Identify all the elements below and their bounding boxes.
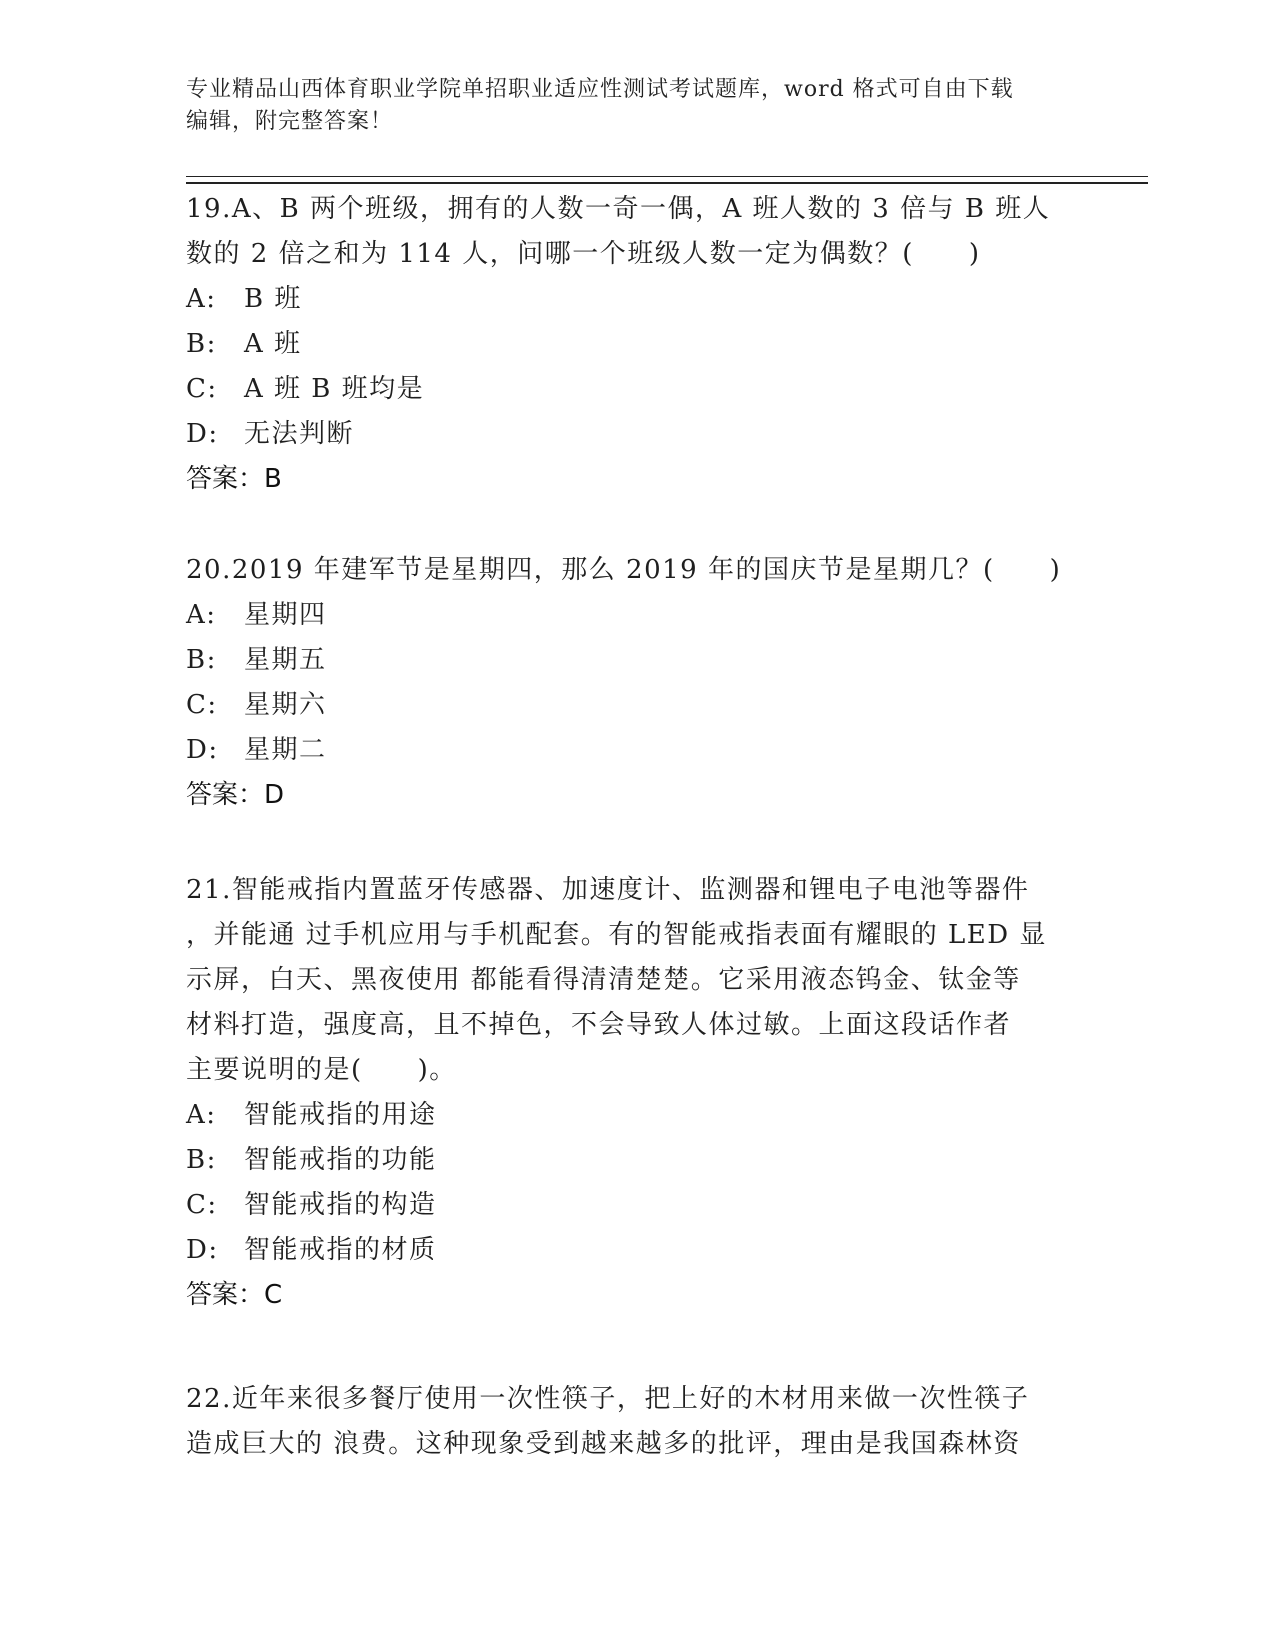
header-line-2: 编辑，附完整答案！ (186, 109, 394, 134)
option-a (186, 1093, 1086, 1138)
question-22 (186, 1377, 1086, 1467)
option-key: C: (186, 1190, 218, 1220)
option-key: A: (186, 600, 217, 630)
option-c (186, 367, 1086, 412)
answer-line: 答案：D (186, 780, 285, 810)
option-b (186, 1138, 1086, 1183)
option-text: 智能戒指的构造 (244, 1190, 437, 1220)
document-header (186, 74, 1086, 138)
option-key: D: (186, 1235, 219, 1265)
answer-line: 答案：B (186, 464, 282, 494)
option-key: B: (186, 645, 217, 675)
header-divider (186, 176, 1148, 184)
question-21 (186, 868, 1086, 1318)
option-key: D: (186, 419, 219, 449)
option-a (186, 593, 1086, 638)
question-19 (186, 187, 1086, 502)
option-text: B 班 (244, 284, 302, 314)
option-d (186, 412, 1086, 457)
question-stem: 19.A、B 两个班级，拥有的人数一奇一偶，A 班人数的 3 倍与 B 班人 数的 2 倍之和为 114 人，问哪一个班级人数一定为偶数？( ) (186, 194, 1051, 269)
option-key: C: (186, 374, 218, 404)
option-b (186, 322, 1086, 367)
option-text: A 班 (244, 329, 302, 359)
option-b (186, 638, 1086, 683)
option-text: 智能戒指的功能 (244, 1145, 437, 1175)
option-d (186, 1228, 1086, 1273)
option-key: A: (186, 1100, 217, 1130)
option-c (186, 683, 1086, 728)
option-text: 无法判断 (244, 419, 355, 449)
header-line-1: 专业精品山西体育职业学院单招职业适应性测试考试题库，word 格式可自由下载 (186, 77, 1014, 102)
option-text: 星期五 (244, 645, 327, 675)
option-key: B: (186, 329, 217, 359)
option-text: 星期四 (244, 600, 327, 630)
option-text: 星期六 (244, 690, 327, 720)
answer-line: 答案：C (186, 1280, 283, 1310)
option-key: A: (186, 284, 217, 314)
question-stem: 21.智能戒指内置蓝牙传感器、加速度计、监测器和锂电子电池等器件 ，并能通 过手机应用与手机配套。有的智能戒指表面有耀眼的 LED 显 示屏，白天、黑夜使用 都能看得清清楚楚。它采用液态钨金、钛金等 材料打造，强度高，且不掉色，不会导致人体过敏。上面这段话作者 主要说明的是( )。 (186, 875, 1047, 1085)
option-text: 智能戒指的用途 (244, 1100, 437, 1130)
option-key: C: (186, 690, 218, 720)
option-text: 星期二 (244, 735, 327, 765)
question-stem: 22.近年来很多餐厅使用一次性筷子，把上好的木材用来做一次性筷子 造成巨大的 浪费。这种现象受到越来越多的批评，理由是我国森林资 (186, 1384, 1030, 1459)
option-c (186, 1183, 1086, 1228)
question-stem: 20.2019 年建军节是星期四，那么 2019 年的国庆节是星期几？( ) (186, 555, 1062, 585)
option-key: B: (186, 1145, 217, 1175)
option-text: 智能戒指的材质 (244, 1235, 437, 1265)
option-key: D: (186, 735, 219, 765)
option-a (186, 277, 1086, 322)
question-20 (186, 548, 1086, 818)
option-d (186, 728, 1086, 773)
option-text: A 班 B 班均是 (244, 374, 425, 404)
